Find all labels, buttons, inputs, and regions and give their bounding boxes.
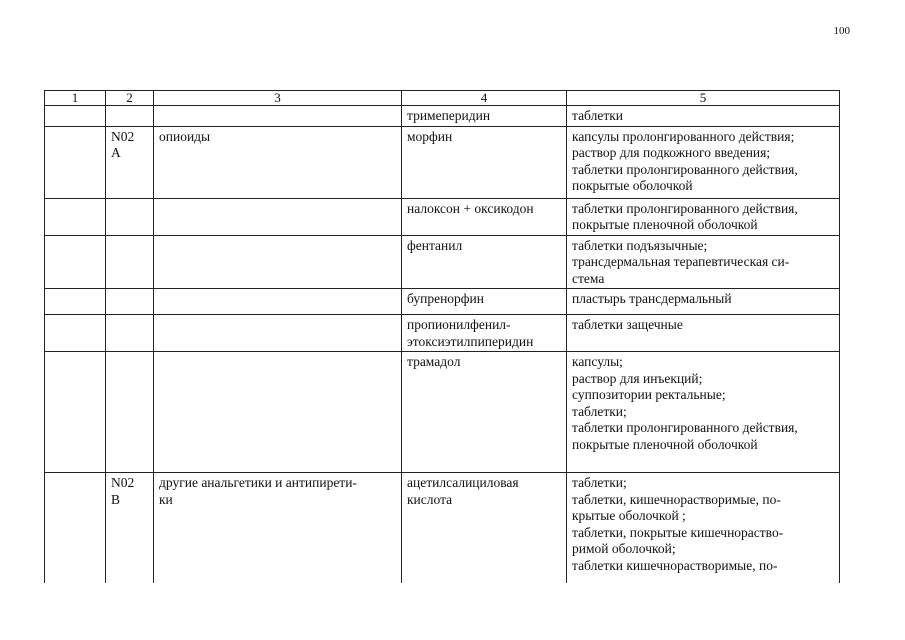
drug-name-cell <box>402 289 567 315</box>
table-row <box>45 126 840 198</box>
cell-line: фентанил <box>407 237 463 253</box>
cell-line: A <box>111 145 121 160</box>
atx-code-cell <box>106 473 154 583</box>
cell-line: таблетки, покрытые кишечнораство- <box>572 524 784 540</box>
atx-code-cell <box>106 126 154 198</box>
drug-name-cell <box>402 473 567 583</box>
cell-line: таблетки кишечнорастворимые, по- <box>572 557 778 573</box>
cell-line: ки <box>159 491 173 507</box>
row-number-cell <box>45 106 106 127</box>
table-row <box>45 473 840 583</box>
dosage-form-cell <box>567 106 840 127</box>
table-row <box>45 106 840 127</box>
dosage-form-cell <box>567 315 840 352</box>
cell-line: налоксон + оксикодон <box>407 200 534 216</box>
header-cell: 1 <box>45 91 106 106</box>
cell-line: таблетки защечные <box>572 317 683 332</box>
cell-line: покрытые оболочкой <box>572 178 693 193</box>
cell-line: ацетилсалициловая <box>407 475 519 490</box>
row-number-cell <box>45 198 106 235</box>
cell-line: капсулы; <box>572 354 623 369</box>
atx-code-cell <box>106 315 154 352</box>
cell-line: N02 <box>111 128 135 144</box>
cell-line: римой оболочкой; <box>572 541 676 556</box>
drug-name-cell <box>402 315 567 352</box>
table-row <box>45 198 840 235</box>
table-header-row <box>45 91 840 106</box>
drug-table <box>44 90 840 583</box>
row-number-cell <box>45 315 106 352</box>
cell-line: кислота <box>407 491 453 507</box>
header-cell: 5 <box>567 91 840 106</box>
cell-line: таблетки пролонгированного действия, <box>572 200 798 216</box>
cell-line: бупренорфин <box>407 291 484 306</box>
cell-line: таблетки пролонгированного действия, <box>572 161 798 177</box>
atx-group-cell <box>154 235 402 289</box>
header-cell: 3 <box>154 91 402 106</box>
atx-group-cell <box>154 126 402 198</box>
atx-code-cell <box>106 198 154 235</box>
cell-line: стема <box>572 270 605 286</box>
atx-code-cell <box>106 352 154 473</box>
dosage-form-cell <box>567 198 840 235</box>
table-row <box>45 315 840 352</box>
cell-line: трансдермальная терапевтическая си- <box>572 254 790 269</box>
dosage-form-cell <box>567 352 840 473</box>
atx-group-cell <box>154 106 402 127</box>
cell-line: покрытые пленочной оболочкой <box>572 436 758 452</box>
cell-line: другие анальгетики и антипирети- <box>159 475 357 490</box>
cell-line: раствор для инъекций; <box>572 370 703 386</box>
dosage-form-cell <box>567 473 840 583</box>
atx-code-cell <box>106 235 154 289</box>
row-number-cell <box>45 289 106 315</box>
cell-line: таблетки; <box>572 475 627 490</box>
dosage-form-cell <box>567 289 840 315</box>
atx-group-cell <box>154 352 402 473</box>
atx-group-cell <box>154 315 402 352</box>
cell-line: трамадол <box>407 354 461 369</box>
drug-name-cell <box>402 235 567 289</box>
table-row <box>45 352 840 473</box>
atx-code-cell <box>106 289 154 315</box>
cell-line: капсулы пролонгированного действия; <box>572 128 795 144</box>
dosage-form-cell <box>567 126 840 198</box>
cell-line: пропионилфенил- <box>407 317 511 332</box>
table-row <box>45 289 840 315</box>
table-row <box>45 235 840 289</box>
row-number-cell <box>45 235 106 289</box>
cell-line: таблетки <box>572 108 624 123</box>
row-number-cell <box>45 473 106 583</box>
cell-line: таблетки, кишечнорастворимые, по- <box>572 491 781 507</box>
page-number: 100 <box>833 25 850 37</box>
header-cell: 2 <box>106 91 154 106</box>
cell-line: суппозитории ректальные; <box>572 387 726 402</box>
cell-line: опиоиды <box>159 128 211 144</box>
cell-line: таблетки; <box>572 403 627 419</box>
drug-name-cell <box>402 106 567 127</box>
drug-name-cell <box>402 352 567 473</box>
cell-line: тримеперидин <box>407 108 491 123</box>
cell-line: N02 <box>111 475 135 490</box>
cell-line: B <box>111 491 121 507</box>
atx-group-cell <box>154 198 402 235</box>
cell-line: таблетки пролонгированного действия, <box>572 420 798 435</box>
atx-group-cell <box>154 289 402 315</box>
header-cell: 4 <box>402 91 567 106</box>
cell-line: пластырь трансдермальный <box>572 291 732 306</box>
atx-code-cell <box>106 106 154 127</box>
cell-line: крытые оболочкой ; <box>572 508 686 523</box>
atx-group-cell <box>154 473 402 583</box>
cell-line: покрытые пленочной оболочкой <box>572 217 758 232</box>
drug-name-cell <box>402 126 567 198</box>
cell-line: морфин <box>407 128 453 144</box>
cell-line: этоксиэтилпиперидин <box>407 333 534 349</box>
cell-line: раствор для подкожного введения; <box>572 145 771 160</box>
row-number-cell <box>45 352 106 473</box>
row-number-cell <box>45 126 106 198</box>
drug-name-cell <box>402 198 567 235</box>
dosage-form-cell <box>567 235 840 289</box>
cell-line: таблетки подъязычные; <box>572 237 708 253</box>
